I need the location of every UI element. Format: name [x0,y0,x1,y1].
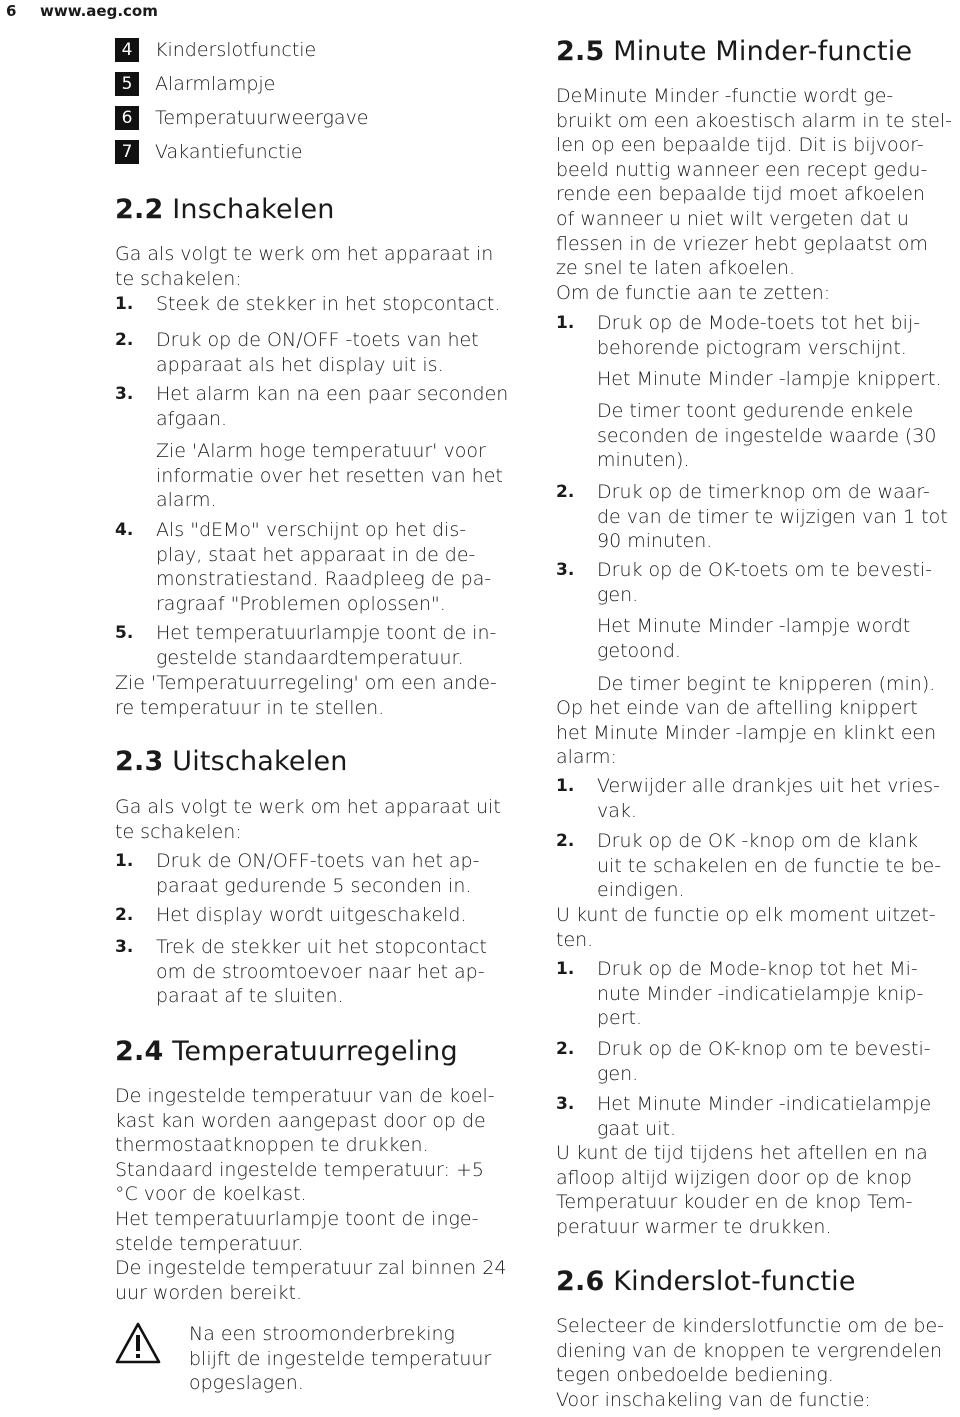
text-line: of wanneer u niet wilt vergeten dat u [556,207,909,230]
page-number: 6 [6,2,17,20]
text-line: gestelde standaardtemperatuur. [156,646,464,669]
list-number: 3. [556,1094,575,1114]
text-line: diening van de knoppen te vergrendelen [556,1339,943,1362]
text-line: ragraaf "Problemen oplossen". [156,592,446,615]
text-line: Druk op de ON/OFF -toets van het [156,329,479,351]
text-line: de van de timer te wijzigen van 1 tot [597,505,948,528]
text-line: Het alarm kan na een paar seconden [156,383,509,405]
text-line: Trek de stekker uit het stopcontact [156,936,487,958]
list-number: 5. [115,623,134,643]
paragraph [556,696,936,770]
text-line: paraat af te sluiten. [156,985,344,1008]
text-line: U kunt de tijd tijdens het aftellen en na [556,1142,928,1164]
section-heading-uitschakelen: 2.3 Uitschakelen [115,746,348,777]
text-line: Verwijder alle drankjes uit het vries- [597,775,940,797]
list-number: 1. [115,294,134,314]
paragraph [115,1084,506,1305]
text-line: Zie 'Alarm hoge temperatuur' voor [156,440,486,462]
legend-number-badge: 5 [115,72,139,96]
text-line: Het Minute Minder -lampje knippert. [597,368,942,390]
list-number: 2. [556,482,575,502]
text-line: Druk op de timerknop om de waar- [597,481,930,503]
list-number: 2. [115,330,134,350]
text-line: Druk op de OK-toets om te bevesti- [597,559,932,581]
text-line: opgeslagen. [189,1372,304,1395]
text-line: Steek de stekker in het stopcontact. [156,293,501,315]
text-line: om de stroomtoevoer naar het ap- [156,960,485,983]
text-line: De timer toont gedurende enkele [597,400,914,422]
text-line: Ga als volgt te werk om het apparaat in [115,243,494,265]
list-number: 1. [115,851,134,871]
text-line: Selecteer de kinderslotfunctie om de be- [556,1315,945,1337]
text-line: afgaan. [156,407,228,430]
text-line: ten. [556,928,594,951]
text-line: Op het einde van de aftelling knippert [556,697,918,719]
text-line: Zie 'Temperatuurregeling' om een ande- [115,672,497,694]
text-line: gen. [597,583,639,606]
text-line: te schakelen: [115,267,242,290]
text-line: Druk op de Mode-toets tot het bij- [597,312,921,334]
text-line: uur worden bereikt. [115,1281,303,1304]
text-line: behorende pictogram verschijnt. [597,336,907,359]
list-number: 2. [556,1039,575,1059]
list-number: 1. [556,313,575,333]
list-number: 4. [115,520,134,540]
text-line: apparaat als het display uit is. [156,353,444,376]
text-line: len op een bepaalde tijd. Dit is bijvoor- [556,134,924,157]
text-line: bruikt om een akoestisch alarm in te stel- [556,109,952,132]
text-line: eindigen. [597,879,685,902]
text-line: alarm: [556,746,617,769]
text-line: Druk op de OK -knop om de klank [597,830,919,852]
text-line: De ingestelde temperatuur van de koel- [115,1085,495,1107]
text-line: Als "dEMo" verschijnt op het dis- [156,519,467,541]
text-line: gen. [597,1062,639,1085]
text-line: paraat gedurende 5 seconden in. [156,874,472,897]
text-line: peratuur warmer te drukken. [556,1215,832,1238]
text-line: Druk op de OK-knop om te bevesti- [597,1038,931,1060]
text-line: gaat uit. [597,1117,676,1140]
text-line: seconden de ingestelde waarde (30 [597,424,937,447]
paragraph [115,242,493,291]
header-url: www.aeg.com [40,2,158,20]
text-line: Het temperatuurlampje toont de inge- [115,1207,479,1230]
text-line: Standaard ingestelde temperatuur: +5 [115,1158,484,1181]
text-line: Het Minute Minder -lampje wordt [597,615,911,637]
paragraph [115,795,501,844]
section-heading-inschakelen: 2.2 Inschakelen [115,194,335,225]
text-line: re temperatuur in te stellen. [115,696,385,719]
text-line: flessen in de vriezer hebt geplaatst om [556,232,928,255]
text-line: minuten). [597,449,690,472]
text-line: beeld nuttig wanneer een recept gedu- [556,158,928,181]
text-line: rende een bepaalde tijd moet afkoelen [556,183,925,206]
text-line: U kunt de functie op elk moment uitzet- [556,904,936,926]
paragraph [556,84,952,305]
warning-text [189,1322,491,1396]
text-line: thermostaatknoppen te drukken. [115,1134,429,1157]
text-line: Temperatuur kouder en de knop Tem- [556,1191,913,1214]
list-number: 1. [556,959,575,979]
text-line: play, staat het apparaat in de de- [156,543,476,566]
text-line: DeMinute Minder -functie wordt ge- [556,85,894,107]
legend-label: Alarmlampje [155,73,276,95]
warning-note [115,1322,535,1402]
section-heading-kinderslot: 2.6 Kinderslot-functie [556,1266,856,1297]
text-line: Voor inschakeling van de functie: [556,1388,871,1411]
text-line: informatie over het resetten van het [156,464,503,487]
legend-number-badge: 6 [115,106,139,130]
list-number: 2. [556,831,575,851]
paragraph [556,1141,928,1239]
text-line: °C voor de koelkast. [115,1183,307,1206]
text-line: Druk op de Mode-knop tot het Mi- [597,958,918,980]
list-number: 3. [115,384,134,404]
text-line: Druk de ON/OFF-toets van het ap- [156,850,480,872]
text-line: Het Minute Minder -indicatielampje [597,1093,932,1115]
text-line: vak. [597,799,637,822]
text-line: pert. [597,1007,643,1030]
text-line: te schakelen: [115,820,242,843]
text-line: stelde temperatuur. [115,1232,304,1255]
legend-label: Vakantiefunctie [155,141,303,163]
text-line: blijft de ingestelde temperatuur [189,1347,492,1370]
text-line: tegen onbedoelde bediening. [556,1364,834,1387]
text-line: nute Minder -indicatielampje knip- [597,982,924,1005]
section-heading-temperatuurregeling: 2.4 Temperatuurregeling [115,1036,458,1067]
list-number: 3. [115,937,134,957]
text-line: het Minute Minder -lampje en klinkt een [556,721,937,744]
text-line: afloop altijd wijzigen door op de knop [556,1166,912,1189]
warning-triangle-icon [115,1322,161,1364]
paragraph [556,1314,944,1412]
list-number: 2. [115,905,134,925]
text-line: Ga als volgt te werk om het apparaat uit [115,796,501,818]
text-line: Het display wordt uitgeschakeld. [156,904,467,926]
text-line: 90 minuten. [597,530,713,553]
paragraph [556,903,936,952]
legend-number-badge: 7 [115,140,139,164]
text-line: ze snel te laten afkoelen. [556,257,795,280]
text-line: alarm. [156,489,217,512]
text-line: De timer begint te knipperen (min). [597,673,936,695]
paragraph [115,671,497,720]
legend-number-badge: 4 [115,38,139,62]
text-line: Om de functie aan te zetten: [556,281,831,304]
list-number: 3. [556,560,575,580]
text-line: monstratiestand. Raadpleeg de pa- [156,568,492,591]
section-heading-minute-minder: 2.5 Minute Minder-functie [556,36,913,67]
text-line: kast kan worden aangepast door op de [115,1109,486,1132]
text-line: Na een stroomonderbreking [189,1323,455,1345]
text-line: De ingestelde temperatuur zal binnen 24 [115,1257,507,1280]
text-line: uit te schakelen en de functie te be- [597,854,942,877]
legend-label: Kinderslotfunctie [155,39,317,61]
text-line: getoond. [597,639,681,662]
legend-label: Temperatuurweergave [155,107,369,129]
list-number: 1. [556,776,575,796]
text-line: Het temperatuurlampje toont de in- [156,622,497,644]
